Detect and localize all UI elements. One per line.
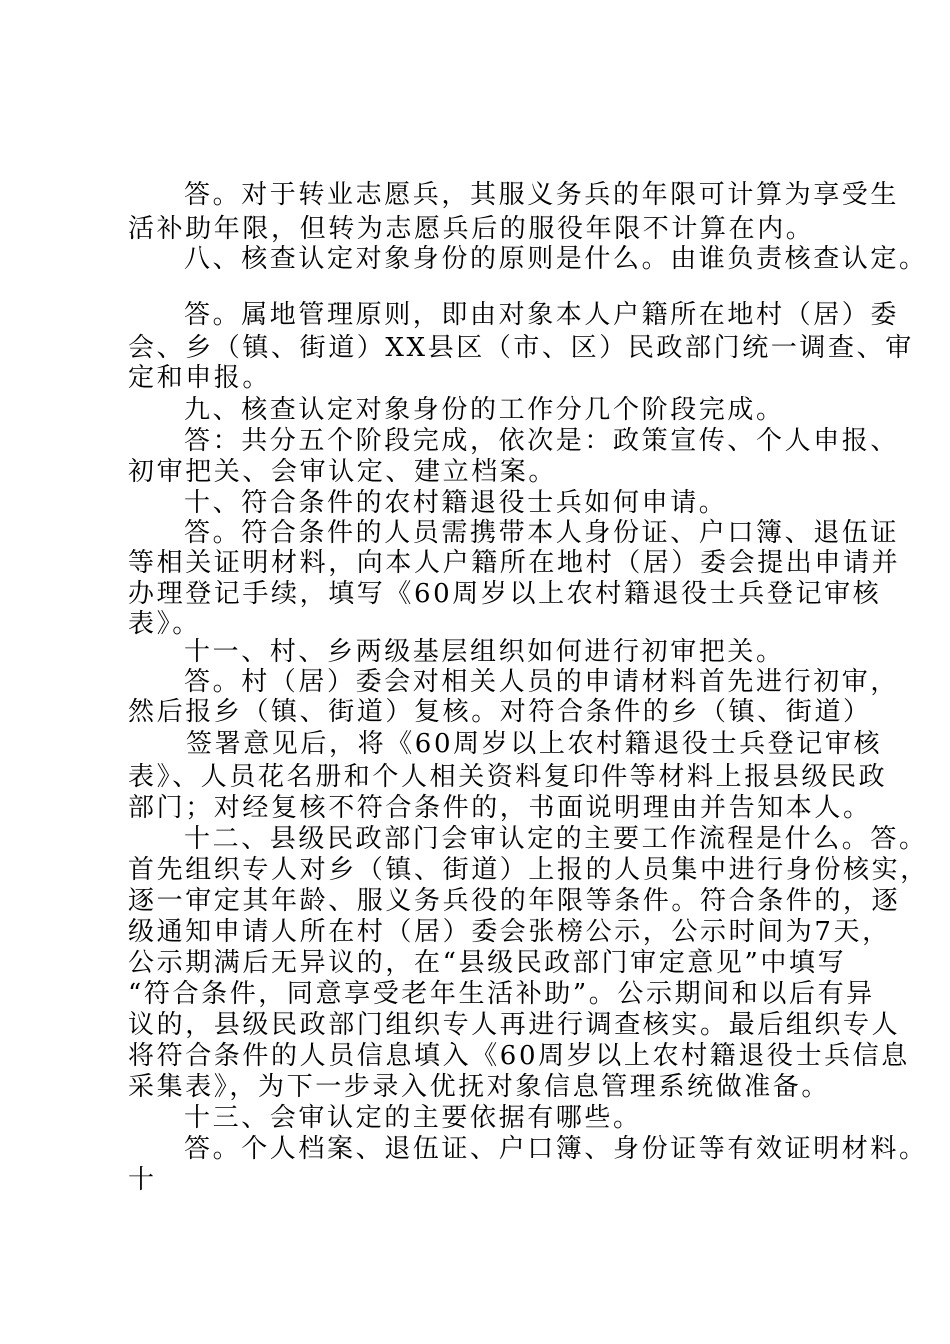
text-line: 表》、人员花名册和个人相关资料复印件等材料上报县级民政 [128, 762, 888, 792]
text-line: 然后报乡（镇、街道）复核。对符合条件的乡（镇、街道） [128, 697, 872, 727]
text-line: 办理登记手续，填写《60周岁以上农村籍退役士兵登记审核 [128, 579, 882, 609]
text-line: 活补助年限，但转为志愿兵后的服役年限不计算在内。 [128, 214, 815, 244]
text-line: 级通知申请人所在村（居）委会张榜公示，公示时间为7天， [128, 917, 891, 947]
text-line: 答。个人档案、退伍证、户口簿、身份证等有效证明材料。 [184, 1134, 928, 1164]
text-line: 等相关证明材料，向本人户籍所在地村（居）委会提出申请并 [128, 548, 901, 578]
text-line: 会、乡（镇、街道）XX县区（市、区）民政部门统一调查、审 [128, 333, 914, 363]
text-line: 答。对于转业志愿兵，其服义务兵的年限可计算为享受生 [184, 180, 900, 210]
text-line: 将符合条件的人员信息填入《60周岁以上农村籍退役士兵信息 [128, 1041, 910, 1071]
text-line: 定和申报。 [128, 363, 272, 393]
question-heading: 十、符合条件的农村籍退役士兵如何申请。 [184, 488, 728, 518]
text-line: 初审把关、会审认定、建立档案。 [128, 457, 558, 487]
text-line: “符合条件，同意享受老年生活补助”。公示期间和以后有异 [128, 979, 875, 1009]
text-line: 答。符合条件的人员需携带本人身份证、户口簿、退伍证 [184, 518, 900, 548]
text-line: 议的，县级民政部门组织专人再进行调查核实。最后组织专人 [128, 1010, 901, 1040]
question-heading: 十二、县级民政部门会审认定的主要工作流程是什么。答。 [184, 824, 928, 854]
question-heading: 八、核查认定对象身份的原则是什么。由谁负责核查认定。 [184, 244, 928, 274]
question-heading: 十一、村、乡两级基层组织如何进行初审把关。 [184, 637, 785, 667]
question-heading: 十三、会审认定的主要依据有哪些。 [184, 1103, 642, 1133]
text-line: 部门；对经复核不符合条件的，书面说明理由并告知本人。 [128, 793, 872, 823]
text-line: 答。村（居）委会对相关人员的申请材料首先进行初审， [184, 667, 900, 697]
text-line: 公示期满后无异议的，在“县级民政部门审定意见”中填写 [128, 948, 847, 978]
text-line: 十 [128, 1165, 157, 1195]
text-line: 采集表》，为下一步录入优抚对象信息管理系统做准备。 [128, 1072, 831, 1102]
text-line: 签署意见后，将《60周岁以上农村籍退役士兵登记审核 [186, 729, 883, 759]
text-line: 答：共分五个阶段完成，依次是：政策宣传、个人申报、 [184, 426, 900, 456]
text-line: 逐一审定其年龄、服义务兵役的年限等条件。符合条件的，逐 [128, 886, 901, 916]
text-line: 表》。 [128, 609, 201, 639]
text-line: 答。属地管理原则，即由对象本人户籍所在地村（居）委 [184, 300, 900, 330]
question-heading: 九、核查认定对象身份的工作分几个阶段完成。 [184, 395, 785, 425]
text-line: 首先组织专人对乡（镇、街道）上报的人员集中进行身份核实， [128, 855, 929, 885]
